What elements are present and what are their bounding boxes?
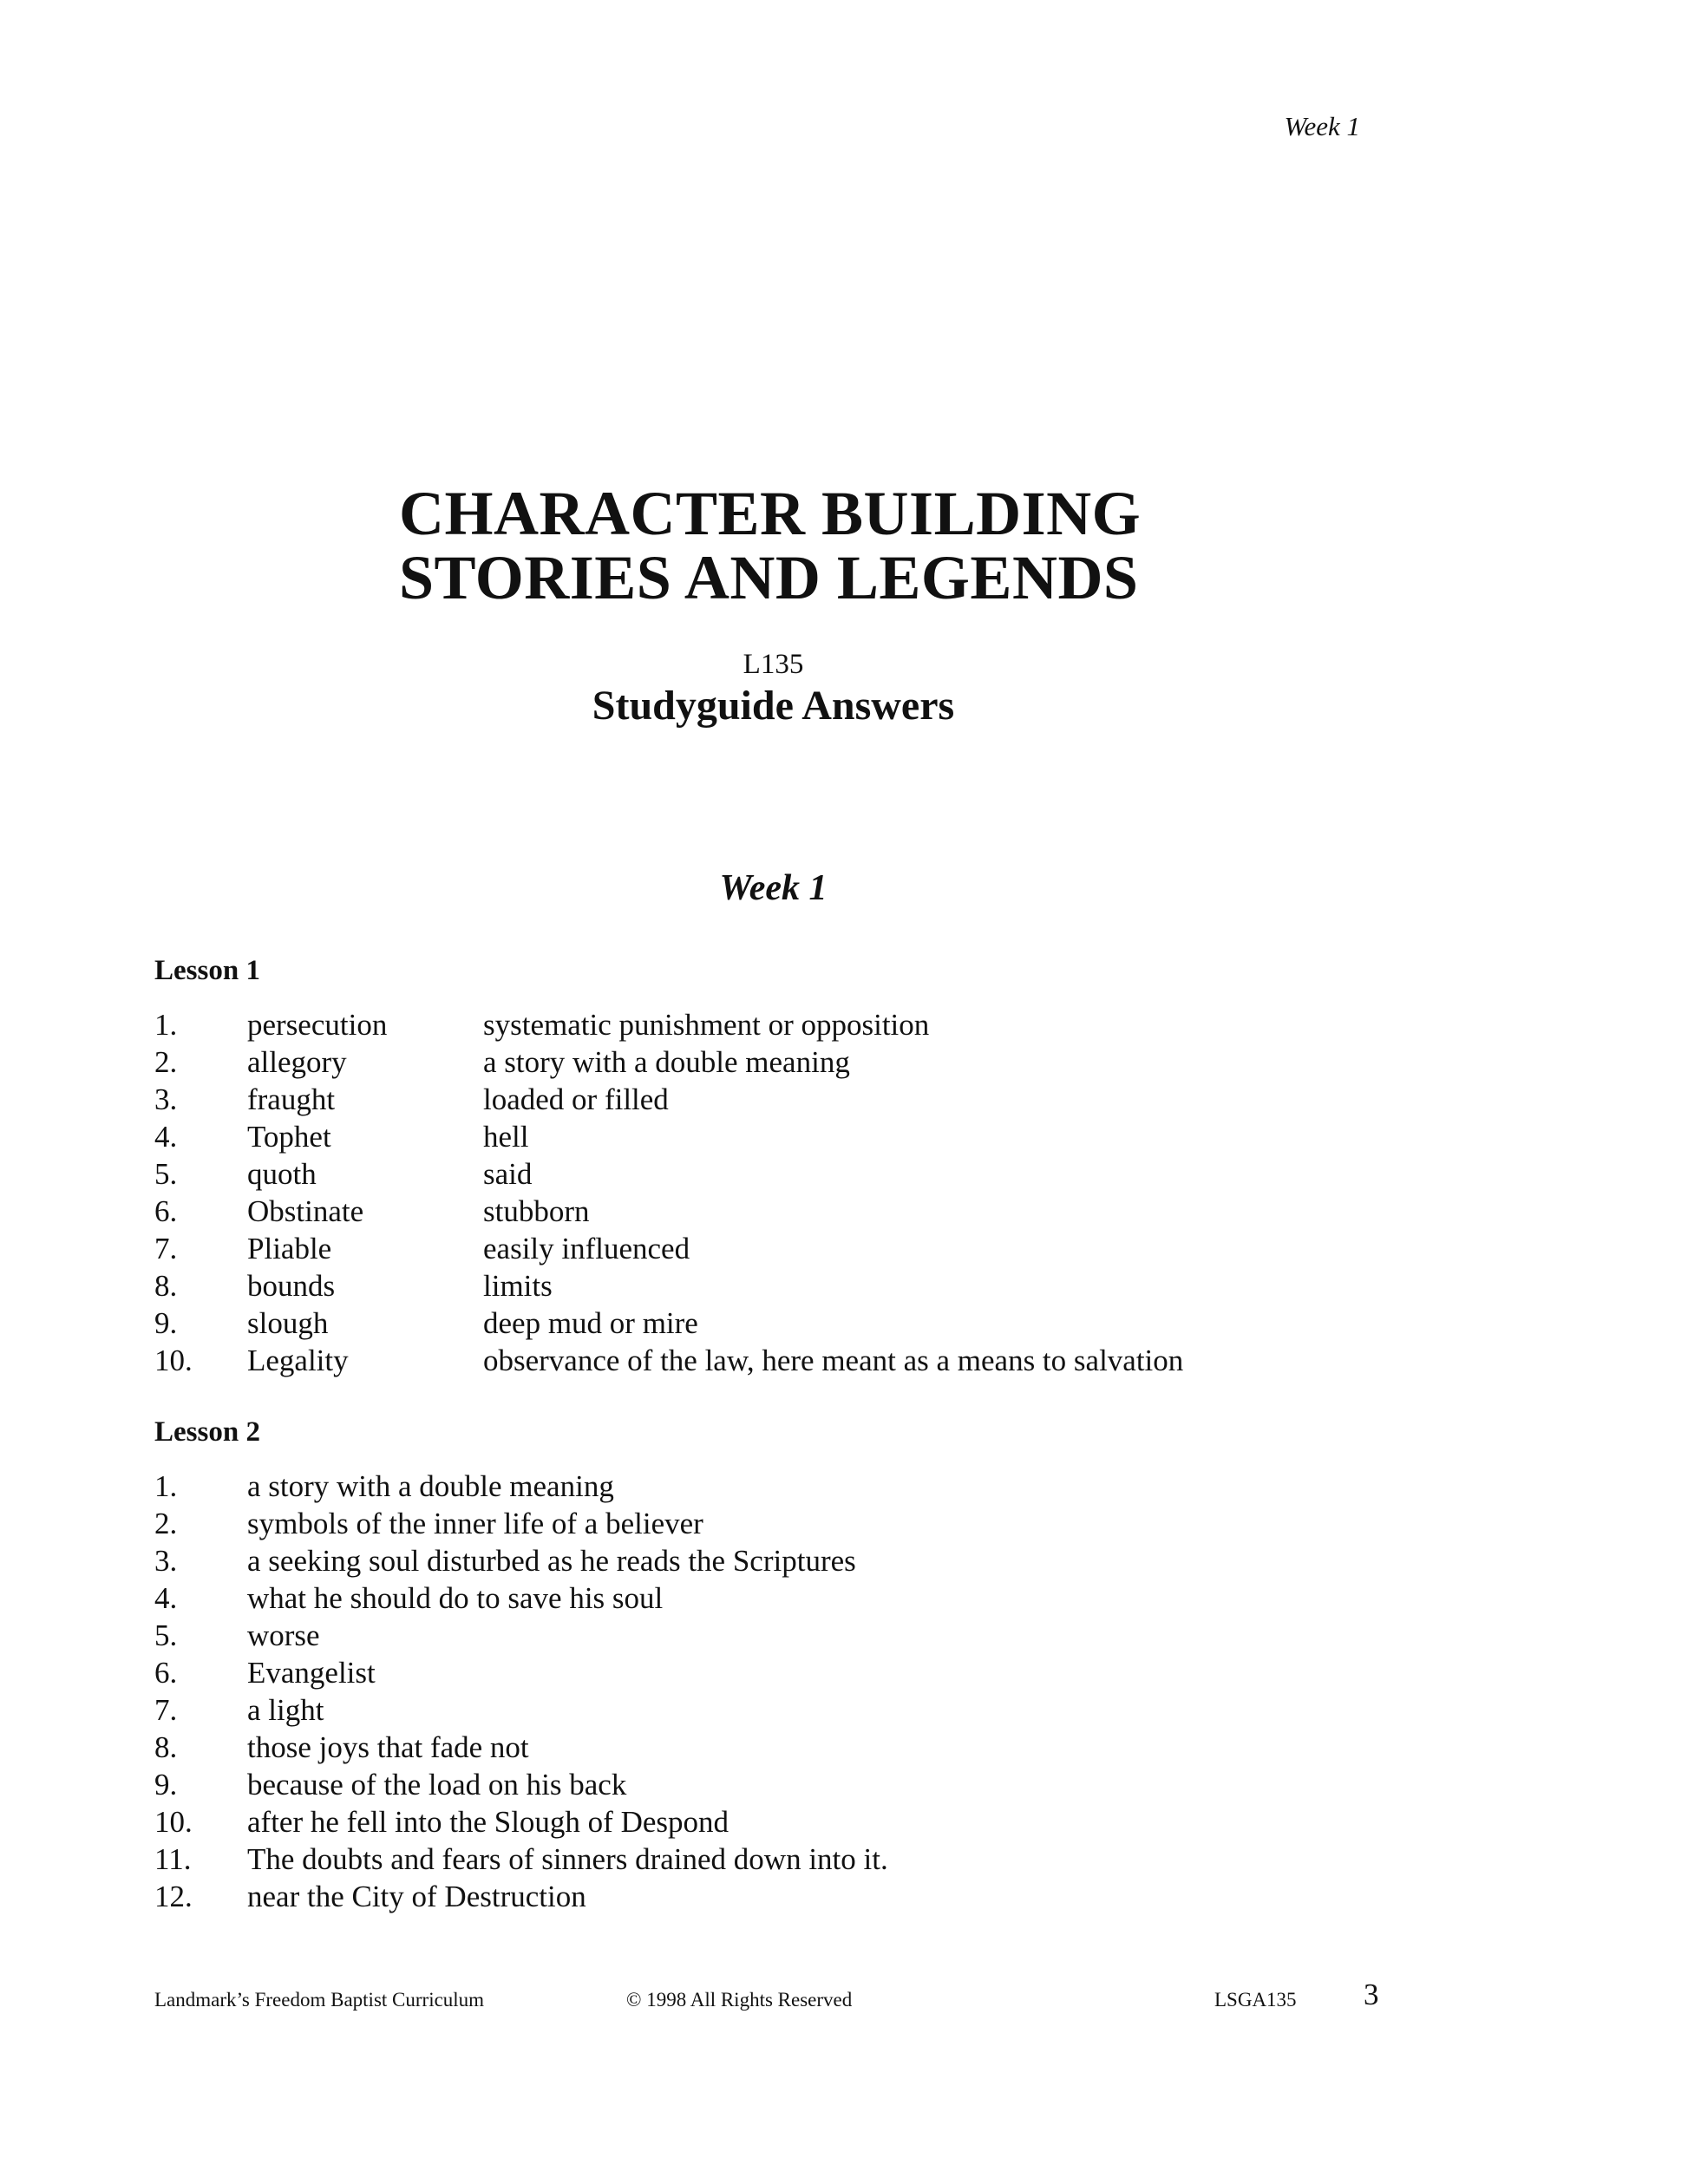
vocab-item — [154, 1193, 1183, 1230]
answer-item — [154, 1729, 888, 1766]
vocab-term: persecution — [247, 1008, 388, 1042]
item-number: 4. — [154, 1581, 178, 1615]
vocab-definition: said — [483, 1157, 533, 1191]
lesson-2-answer-list — [154, 1468, 888, 1915]
item-number: 1. — [154, 1469, 178, 1503]
vocab-definition: observance of the law, here meant as a means to salvation — [483, 1344, 1184, 1377]
item-number: 3. — [154, 1082, 178, 1116]
item-number: 9. — [154, 1306, 178, 1340]
vocab-term: fraught — [247, 1082, 336, 1116]
vocab-definition: a story with a double meaning — [483, 1045, 850, 1079]
item-number: 4. — [154, 1120, 178, 1154]
vocab-term: slough — [247, 1306, 329, 1340]
vocab-item — [154, 1267, 1183, 1305]
item-number: 6. — [154, 1656, 178, 1690]
vocab-definition: systematic punishment or opposition — [483, 1008, 930, 1042]
answer-text: those joys that fade not — [247, 1730, 529, 1764]
vocab-item — [154, 1230, 1183, 1267]
item-number: 2. — [154, 1045, 178, 1079]
vocab-term: Obstinate — [247, 1194, 364, 1228]
title-line-1: CHARACTER BUILDING — [399, 479, 1142, 548]
answer-text: worse — [247, 1618, 320, 1652]
vocab-item — [154, 1006, 1183, 1043]
vocab-item — [154, 1342, 1183, 1379]
item-number: 10. — [154, 1344, 193, 1377]
item-number: 9. — [154, 1768, 178, 1801]
vocab-term: bounds — [247, 1269, 336, 1303]
item-number: 2. — [154, 1507, 178, 1540]
footer-code: LSGA135 — [1214, 1989, 1297, 2011]
vocab-item — [154, 1118, 1183, 1155]
lesson-1-heading: Lesson 1 — [154, 955, 260, 986]
vocab-term: allegory — [247, 1045, 347, 1079]
answer-text: symbols of the inner life of a believer — [247, 1507, 703, 1540]
answer-item — [154, 1542, 888, 1579]
vocab-term: Pliable — [247, 1232, 332, 1265]
answer-text: a story with a double meaning — [247, 1469, 614, 1503]
item-number: 11. — [154, 1842, 192, 1876]
answer-item — [154, 1505, 888, 1542]
vocab-definition: deep mud or mire — [483, 1306, 698, 1340]
document-subtitle: Studyguide Answers — [592, 683, 955, 729]
answer-item — [154, 1579, 888, 1617]
week-heading: Week 1 — [719, 868, 828, 908]
vocab-definition: loaded or filled — [483, 1082, 669, 1116]
answer-text: a seeking soul disturbed as he reads the Scriptures — [247, 1544, 856, 1578]
answer-item — [154, 1803, 888, 1841]
answer-text: after he fell into the Slough of Despond — [247, 1805, 730, 1839]
answer-text: Evangelist — [247, 1656, 376, 1690]
answer-item — [154, 1468, 888, 1505]
running-head: Week 1 — [1284, 111, 1360, 141]
footer-copyright: © 1998 All Rights Reserved — [626, 1989, 853, 2011]
answer-item — [154, 1766, 888, 1803]
lesson-2-heading: Lesson 2 — [154, 1416, 260, 1448]
vocab-item — [154, 1155, 1183, 1193]
vocab-definition: stubborn — [483, 1194, 590, 1228]
item-number: 12. — [154, 1880, 193, 1913]
vocab-item — [154, 1043, 1183, 1081]
vocab-term: quoth — [247, 1157, 317, 1191]
item-number: 3. — [154, 1544, 178, 1578]
vocab-term: Tophet — [247, 1120, 331, 1154]
item-number: 8. — [154, 1730, 178, 1764]
answer-text: a light — [247, 1693, 324, 1727]
title-line-2: STORIES AND LEGENDS — [399, 543, 1139, 612]
answer-text: what he should do to save his soul — [247, 1581, 664, 1615]
answer-item — [154, 1878, 888, 1915]
answer-item — [154, 1654, 888, 1691]
answer-text: near the City of Destruction — [247, 1880, 586, 1913]
item-number: 8. — [154, 1269, 178, 1303]
vocab-definition: hell — [483, 1120, 529, 1154]
item-number: 1. — [154, 1008, 178, 1042]
item-number: 5. — [154, 1618, 178, 1652]
vocab-item — [154, 1305, 1183, 1342]
page-number: 3 — [1364, 1978, 1379, 2011]
course-code: L135 — [743, 649, 804, 680]
item-number: 7. — [154, 1693, 178, 1727]
item-number: 10. — [154, 1805, 193, 1839]
vocab-definition: easily influenced — [483, 1232, 690, 1265]
footer-publisher: Landmark’s Freedom Baptist Curriculum — [154, 1989, 485, 2011]
answer-item — [154, 1841, 888, 1878]
answer-text: because of the load on his back — [247, 1768, 627, 1801]
answer-item — [154, 1691, 888, 1729]
vocab-definition: limits — [483, 1269, 553, 1303]
item-number: 7. — [154, 1232, 178, 1265]
vocab-item — [154, 1081, 1183, 1118]
answer-text: The doubts and fears of sinners drained down into it. — [247, 1842, 888, 1876]
document-title — [399, 481, 1141, 610]
answer-item — [154, 1617, 888, 1654]
item-number: 5. — [154, 1157, 178, 1191]
vocab-term: Legality — [247, 1344, 349, 1377]
lesson-1-vocabulary-list — [154, 1006, 1183, 1379]
item-number: 6. — [154, 1194, 178, 1228]
